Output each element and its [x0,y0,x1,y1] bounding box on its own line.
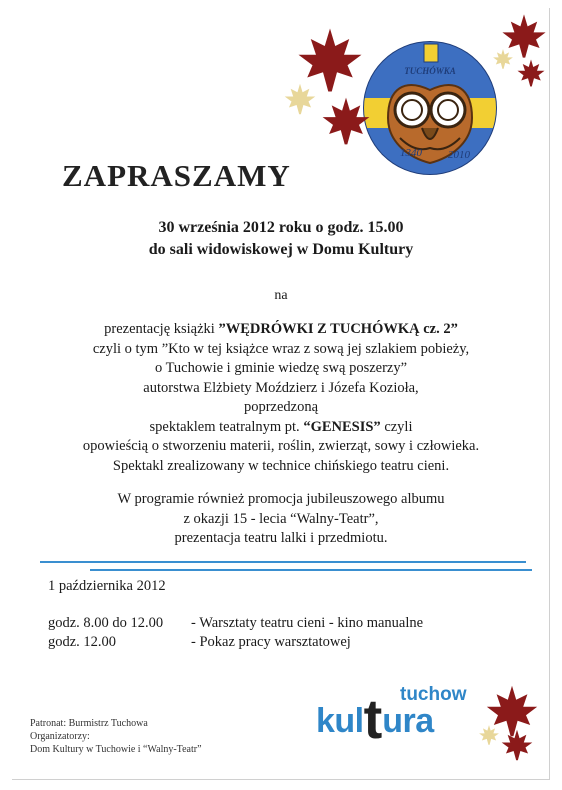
event-venue-line: do sali widowiskowej w Domu Kultury [148,241,414,258]
logo-kul: kul [316,702,364,740]
description-line: o Tuchowie i gminie wiedzę swą poszerzy” [154,360,408,376]
page-title: ZAPRASZAMY [62,158,291,193]
badge-year-left: 1340 [400,147,422,159]
play-title: “GENESIS” [303,418,381,435]
description-line: poprzedzoną [243,399,319,415]
badge-name-text: TUCHÓWKA [404,66,456,76]
footer-organizers-label: Organizatorzy: [30,731,90,742]
description-line: autorstwa Elżbiety Moździerz i Józefa Kozioła, [143,379,419,396]
description-line [0,320,562,340]
na-text: na [274,288,288,303]
schedule-desc: - Pokaz pracy warsztatowej [191,634,351,650]
event-date-line: 30 września 2012 roku o godz. 15.00 [158,219,404,236]
footer-patron: Patronat: Burmistrz Tuchowa [30,718,148,729]
maple-leaf-icon [516,58,546,88]
play-outro: czyli [380,418,413,435]
description-line: czyli o tym ”Kto w tej książce wraz z sową jej szlakiem pobieży, [92,340,470,357]
logo-t: t [363,687,383,750]
schedule-date: 1 października 2012 [48,578,166,594]
badge-year-right: 2010 [448,149,470,161]
maple-leaf-icon [500,728,534,762]
tuchowka-owl-badge [360,38,500,178]
logo-tuchow: tuchow [400,684,467,705]
book-intro: prezentację książki [104,321,219,337]
promo-line: prezentacja teatru lalki i przedmiotu. [174,530,388,546]
schedule-time: godz. 8.00 do 12.00 [48,615,164,631]
promo-line: W programie również promocja jubileuszowego albumu [117,491,445,507]
event-description [0,320,562,476]
footer-organizers: Dom Kultury w Tuchowie i “Walny-Teatr” [30,744,202,755]
divider [90,569,532,571]
divider [40,561,526,563]
promo-block [0,490,562,549]
schedule-row [48,614,423,633]
schedule-time: godz. 12.00 [48,634,117,650]
promo-line: z okazji 15 - lecia “Walny-Teatr”, [183,510,379,527]
book-title: ”WĘDRÓWKI Z TUCHÓWKĄ cz. 2” [218,321,458,337]
description-line [0,418,562,438]
play-intro: spektaklem teatralnym pt. [149,418,304,435]
maple-leaf-icon [320,95,372,147]
description-line: Spektakl zrealizowany w technice chińskiego teatru cieni. [112,457,450,474]
description-line: opowieścią o stworzeniu materii, roślin, zwierząt, sowy i człowieka. [82,438,480,454]
schedule-desc: - Warsztaty teatru cieni - kino manualne [191,615,424,631]
logo-ura: ura [382,702,434,740]
maple-leaf-icon [492,48,514,70]
event-datetime [0,217,562,261]
kultura-logo [316,680,467,750]
schedule-row [48,633,351,652]
maple-leaf-icon [478,724,500,746]
footer [30,717,202,756]
maple-leaf-icon [283,82,317,116]
